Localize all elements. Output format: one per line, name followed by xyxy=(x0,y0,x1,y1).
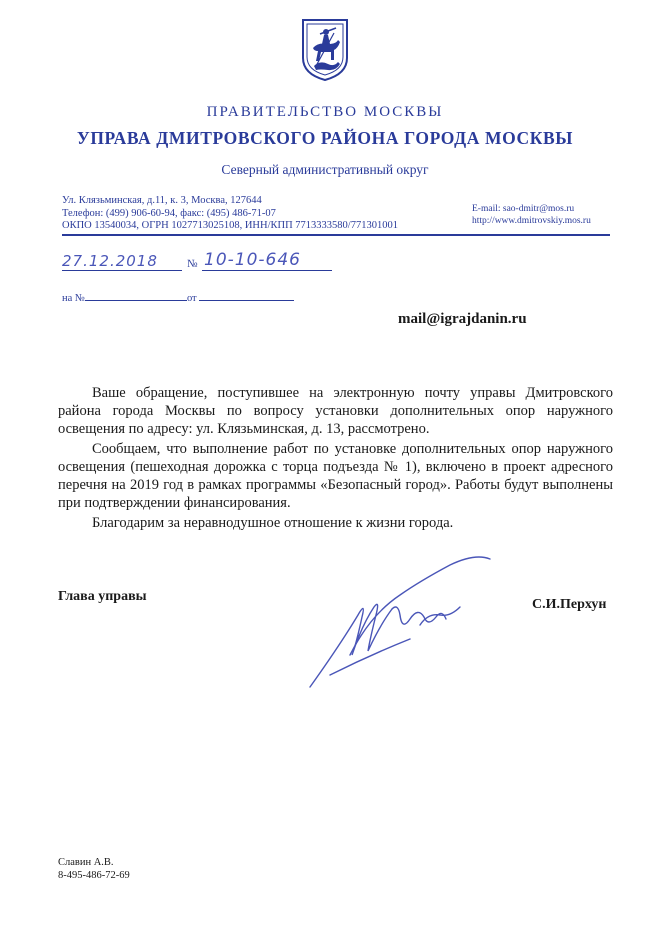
signatory-name: С.И.Перхун xyxy=(532,597,607,612)
district-title: Северный административный округ xyxy=(221,162,429,177)
date-underline xyxy=(62,270,182,271)
number-label: № xyxy=(187,258,198,270)
phone-line: Телефон: (499) 906-60-94, факс: (495) 486-71-07 xyxy=(62,207,276,219)
number-underline xyxy=(202,270,332,271)
registration-number: 10-10-646 xyxy=(204,250,301,270)
registration-line xyxy=(62,250,362,278)
registry-codes-line: ОКПО 13540034, ОГРН 1027713025108, ИНН/КПП 7713333580/771301001 xyxy=(62,220,398,231)
letter-body xyxy=(58,384,613,532)
executor-block xyxy=(58,856,130,882)
body-paragraph: Благодарим за неравнодушное отношение к жизни города. xyxy=(92,515,454,531)
reference-date-blank xyxy=(199,290,294,301)
signatory-title: Глава управы xyxy=(58,589,147,604)
government-title: ПРАВИТЕЛЬСТВО МОСКВЫ xyxy=(206,104,444,120)
moscow-coat-of-arms-icon xyxy=(300,14,350,82)
contacts-block xyxy=(472,203,591,227)
website-line: http://www.dmitrovskiy.mos.ru xyxy=(472,216,591,226)
reference-number-blank xyxy=(85,290,187,301)
address-line: Ул. Клязьминская, д.11, к. 3, Москва, 127644 xyxy=(62,195,262,206)
reference-line xyxy=(62,290,294,304)
address-block xyxy=(62,195,398,233)
reference-date-label: от xyxy=(186,293,197,304)
body-paragraph: Сообщаем, что выполнение работ по установке дополнительных опор наружного освещения (пешеходная дорожка с торца подъезда № 1), включено в проект адресного перечня на 2019 год в рамках программы «Безопасный город». Работы будут выполнены при подтверждении финансирования. xyxy=(58,441,613,511)
email-line: E-mail: sao-dmitr@mos.ru xyxy=(472,204,575,214)
recipient-address: mail@igrajdanin.ru xyxy=(398,311,527,327)
organization-title: УПРАВА ДМИТРОВСКОГО РАЙОНА ГОРОДА МОСКВЫ xyxy=(76,128,574,148)
reference-number-label: на № xyxy=(62,293,85,304)
letterhead-divider xyxy=(62,234,610,236)
handwritten-signature xyxy=(300,555,500,695)
executor-phone: 8-495-486-72-69 xyxy=(58,870,130,881)
body-paragraph: Ваше обращение, поступившее на электронную почту управы Дмитровского района города Москвы по вопросу установки дополнительных опор наружного освещения по адресу: ул. Клязьминская, д. 13, рассмотрено. xyxy=(58,385,613,437)
executor-name: Славин А.В. xyxy=(58,857,114,868)
registration-date: 27.12.2018 xyxy=(62,252,158,270)
